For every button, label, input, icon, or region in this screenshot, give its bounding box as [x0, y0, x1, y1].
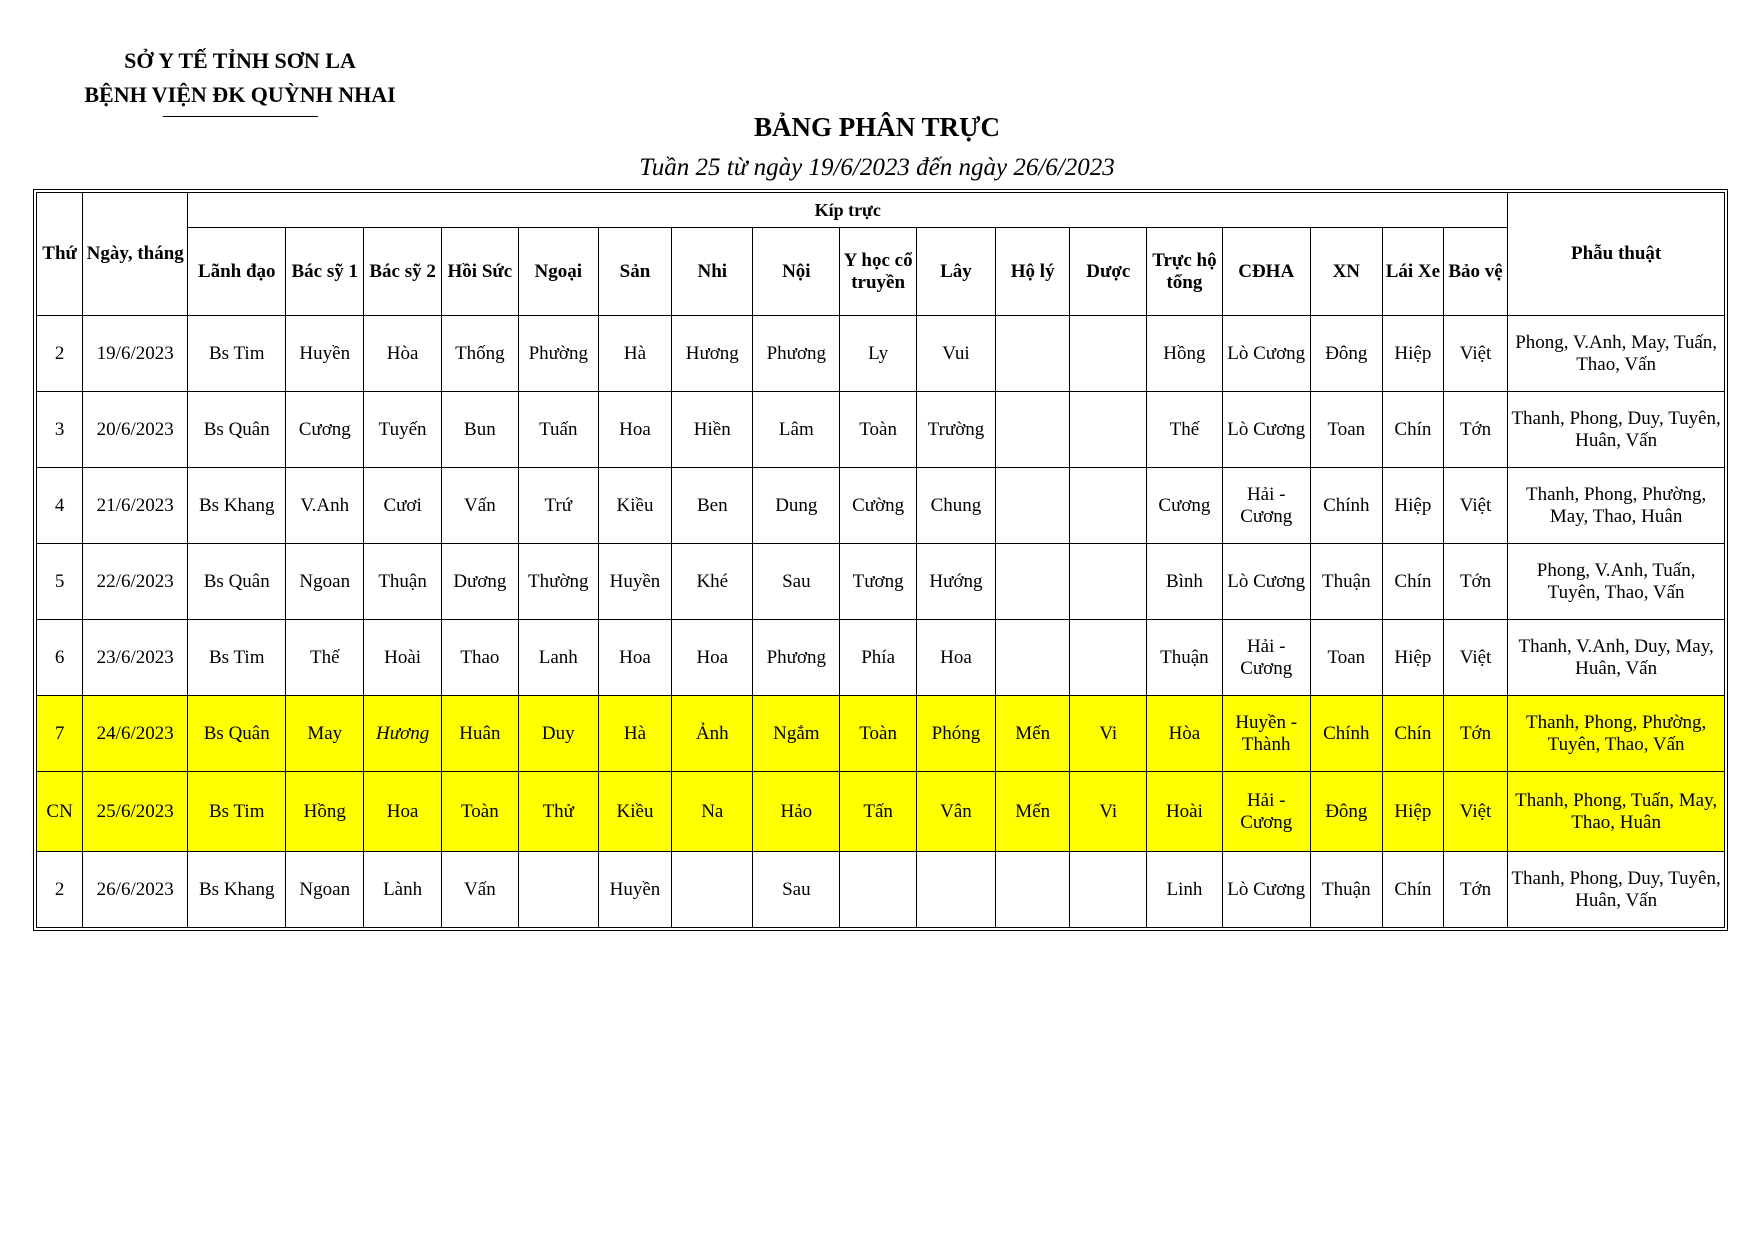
cell-duty: Huyền [598, 852, 671, 928]
cell-duty: Hương [672, 316, 753, 392]
cell-phau-thuat: Thanh, V.Anh, Duy, May, Huân, Vấn [1508, 620, 1725, 696]
cell-duty: Tấn [840, 772, 917, 852]
cell-duty: Bs Quân [188, 544, 286, 620]
cell-duty: Bs Quân [188, 696, 286, 772]
cell-duty: Chung [916, 468, 995, 544]
cell-duty: Hương [364, 696, 442, 772]
cell-duty: Lò Cương [1222, 392, 1310, 468]
cell-duty: Sau [753, 852, 840, 928]
cell-duty: Tương [840, 544, 917, 620]
table-row [37, 392, 1725, 468]
cell-duty: Vi [1070, 696, 1147, 772]
header-col: Lái Xe [1382, 228, 1443, 316]
cell-duty [1070, 620, 1147, 696]
cell-duty: Hòa [1147, 696, 1223, 772]
cell-duty: Thuận [1310, 852, 1382, 928]
cell-duty: Hiền [672, 392, 753, 468]
table-row [37, 772, 1725, 852]
cell-duty: Hảo [753, 772, 840, 852]
header-col: Bảo vệ [1443, 228, 1507, 316]
cell-ngay: 23/6/2023 [83, 620, 188, 696]
header-col: Y học cổ truyền [840, 228, 917, 316]
cell-phau-thuat: Thanh, Phong, Duy, Tuyên, Huân, Vấn [1508, 392, 1725, 468]
cell-duty: Đông [1310, 772, 1382, 852]
header-col: Sản [598, 228, 671, 316]
cell-duty: Phương [753, 316, 840, 392]
cell-duty: Thuận [1310, 544, 1382, 620]
cell-duty [995, 468, 1069, 544]
cell-ngay: 19/6/2023 [83, 316, 188, 392]
cell-phau-thuat: Phong, V.Anh, Tuấn, Tuyên, Thao, Vấn [1508, 544, 1725, 620]
cell-duty: Chín [1382, 696, 1443, 772]
cell-duty: Cường [840, 468, 917, 544]
header-ngay: Ngày, tháng [83, 193, 188, 316]
cell-duty: Hòa [364, 316, 442, 392]
table-row [37, 852, 1725, 928]
table-row [37, 696, 1725, 772]
cell-duty: Ben [672, 468, 753, 544]
cell-ngay: 24/6/2023 [83, 696, 188, 772]
cell-duty: Dương [442, 544, 519, 620]
cell-duty: Toàn [840, 392, 917, 468]
cell-duty: Kiều [598, 468, 671, 544]
cell-duty: Vân [916, 772, 995, 852]
cell-duty: Ngoan [286, 852, 364, 928]
cell-duty: Hoa [672, 620, 753, 696]
header-col: Hộ lý [995, 228, 1069, 316]
cell-duty: Lò Cương [1222, 544, 1310, 620]
cell-duty: Trường [916, 392, 995, 468]
cell-duty: Chín [1382, 852, 1443, 928]
cell-duty: Lành [364, 852, 442, 928]
cell-duty: Hải - Cương [1222, 772, 1310, 852]
cell-duty: Thao [442, 620, 519, 696]
cell-ngay: 26/6/2023 [83, 852, 188, 928]
cell-duty: Tớn [1443, 852, 1507, 928]
cell-duty: Hải - Cương [1222, 468, 1310, 544]
cell-duty: Huyền [286, 316, 364, 392]
cell-duty: Ngắm [753, 696, 840, 772]
cell-duty: Ly [840, 316, 917, 392]
cell-duty: Hiệp [1382, 620, 1443, 696]
header-col: Nội [753, 228, 840, 316]
header-col: Nhi [672, 228, 753, 316]
cell-duty: Bình [1147, 544, 1223, 620]
cell-duty: Toàn [840, 696, 917, 772]
cell-duty: Bs Tim [188, 620, 286, 696]
cell-duty: Hướng [916, 544, 995, 620]
cell-duty: Chính [1310, 696, 1382, 772]
cell-duty: Thuận [1147, 620, 1223, 696]
cell-duty: Cương [1147, 468, 1223, 544]
cell-duty: Hoa [364, 772, 442, 852]
cell-duty: Mến [995, 696, 1069, 772]
cell-duty: Việt [1443, 316, 1507, 392]
cell-duty: Chín [1382, 392, 1443, 468]
header-col: Bác sỹ 2 [364, 228, 442, 316]
header-col: Trực hộ tổng [1147, 228, 1223, 316]
cell-duty: Huyền [598, 544, 671, 620]
cell-ngay: 21/6/2023 [83, 468, 188, 544]
cell-duty: Trứ [518, 468, 598, 544]
cell-duty: Ảnh [672, 696, 753, 772]
cell-duty: Hồng [286, 772, 364, 852]
table-row [37, 468, 1725, 544]
cell-duty: Phóng [916, 696, 995, 772]
cell-duty: Phía [840, 620, 917, 696]
header-thu: Thứ [37, 193, 83, 316]
cell-duty: Na [672, 772, 753, 852]
cell-duty: Ngoan [286, 544, 364, 620]
cell-duty [1070, 468, 1147, 544]
cell-duty: Phương [753, 620, 840, 696]
table-row [37, 316, 1725, 392]
cell-duty: Lâm [753, 392, 840, 468]
cell-duty: Thuận [364, 544, 442, 620]
cell-duty: Hà [598, 316, 671, 392]
cell-duty: Hoa [598, 392, 671, 468]
cell-duty: Bs Quân [188, 392, 286, 468]
cell-duty: Việt [1443, 468, 1507, 544]
cell-duty: Huân [442, 696, 519, 772]
cell-duty: Hoa [916, 620, 995, 696]
cell-duty: Sau [753, 544, 840, 620]
cell-duty: Hiệp [1382, 316, 1443, 392]
page-subtitle: Tuần 25 từ ngày 19/6/2023 đến ngày 26/6/2023 [639, 154, 1115, 181]
cell-phau-thuat: Thanh, Phong, Phường, Tuyên, Thao, Vấn [1508, 696, 1725, 772]
cell-duty: Vấn [442, 852, 519, 928]
header-col: Lây [916, 228, 995, 316]
cell-duty: Chính [1310, 468, 1382, 544]
cell-duty: Huyền - Thành [1222, 696, 1310, 772]
cell-ngay: 25/6/2023 [83, 772, 188, 852]
cell-duty [518, 852, 598, 928]
cell-duty [1070, 392, 1147, 468]
cell-duty: Tớn [1443, 696, 1507, 772]
cell-duty: Thế [1147, 392, 1223, 468]
cell-duty: V.Anh [286, 468, 364, 544]
cell-duty: Tớn [1443, 392, 1507, 468]
cell-duty: Dung [753, 468, 840, 544]
cell-duty [995, 620, 1069, 696]
cell-phau-thuat: Thanh, Phong, Duy, Tuyên, Huân, Vấn [1508, 852, 1725, 928]
table-row [37, 620, 1725, 696]
page-title: BẢNG PHÂN TRỰC [753, 112, 1000, 142]
cell-duty [995, 392, 1069, 468]
cell-duty: Vi [1070, 772, 1147, 852]
cell-ngay: 20/6/2023 [83, 392, 188, 468]
cell-duty: Thống [442, 316, 519, 392]
cell-phau-thuat: Thanh, Phong, Tuấn, May, Thao, Huân [1508, 772, 1725, 852]
cell-duty [916, 852, 995, 928]
cell-duty [995, 544, 1069, 620]
cell-duty: Phường [518, 316, 598, 392]
cell-duty: Việt [1443, 772, 1507, 852]
cell-duty: Cương [286, 392, 364, 468]
cell-duty [995, 316, 1069, 392]
cell-duty: Toan [1310, 620, 1382, 696]
cell-duty: Toan [1310, 392, 1382, 468]
org-line-1: SỞ Y TẾ TỈNH SƠN LA [124, 48, 356, 73]
cell-duty: Hoa [598, 620, 671, 696]
cell-duty: Mến [995, 772, 1069, 852]
organization-header [40, 44, 440, 117]
cell-phau-thuat: Thanh, Phong, Phường, May, Thao, Huân [1508, 468, 1725, 544]
cell-duty: Hải - Cương [1222, 620, 1310, 696]
cell-thu: 2 [37, 852, 83, 928]
cell-duty: May [286, 696, 364, 772]
cell-duty: Hiệp [1382, 772, 1443, 852]
cell-duty [995, 852, 1069, 928]
cell-duty: Thế [286, 620, 364, 696]
cell-duty: Bs Khang [188, 468, 286, 544]
header-col: Dược [1070, 228, 1147, 316]
cell-duty: Chín [1382, 544, 1443, 620]
cell-duty: Bs Tim [188, 772, 286, 852]
header-col: Hồi Sức [442, 228, 519, 316]
cell-duty: Toàn [442, 772, 519, 852]
header-phau-thuat: Phẫu thuật [1508, 193, 1725, 316]
table-row [37, 544, 1725, 620]
cell-duty: Lò Cương [1222, 852, 1310, 928]
cell-duty [1070, 316, 1147, 392]
cell-duty: Tuyến [364, 392, 442, 468]
cell-duty: Khé [672, 544, 753, 620]
cell-duty: Hoài [1147, 772, 1223, 852]
cell-duty: Thường [518, 544, 598, 620]
cell-duty: Tớn [1443, 544, 1507, 620]
cell-thu: CN [37, 772, 83, 852]
cell-duty: Hiệp [1382, 468, 1443, 544]
cell-duty: Bun [442, 392, 519, 468]
duty-table-frame [33, 189, 1728, 931]
cell-thu: 4 [37, 468, 83, 544]
header-kip-truc: Kíp trực [188, 193, 1508, 228]
cell-duty: Kiều [598, 772, 671, 852]
cell-duty [1070, 852, 1147, 928]
org-line-2: BỆNH VIỆN ĐK QUỲNH NHAI [84, 82, 396, 107]
cell-duty: Lò Cương [1222, 316, 1310, 392]
cell-duty: Lanh [518, 620, 598, 696]
duty-table [36, 192, 1725, 928]
header-col: Bác sỹ 1 [286, 228, 364, 316]
cell-thu: 7 [37, 696, 83, 772]
cell-duty: Bs Tim [188, 316, 286, 392]
cell-duty: Đông [1310, 316, 1382, 392]
header-col: XN [1310, 228, 1382, 316]
cell-duty [672, 852, 753, 928]
cell-ngay: 22/6/2023 [83, 544, 188, 620]
cell-duty: Việt [1443, 620, 1507, 696]
cell-duty: Thử [518, 772, 598, 852]
header-col: Ngoại [518, 228, 598, 316]
cell-duty [1070, 544, 1147, 620]
cell-duty: Hà [598, 696, 671, 772]
cell-duty: Hồng [1147, 316, 1223, 392]
cell-duty: Tuấn [518, 392, 598, 468]
cell-duty: Linh [1147, 852, 1223, 928]
cell-duty: Duy [518, 696, 598, 772]
cell-duty: Hoài [364, 620, 442, 696]
cell-duty [840, 852, 917, 928]
cell-duty: Bs Khang [188, 852, 286, 928]
cell-thu: 3 [37, 392, 83, 468]
cell-thu: 2 [37, 316, 83, 392]
cell-duty: Vấn [442, 468, 519, 544]
cell-thu: 5 [37, 544, 83, 620]
header-col: CĐHA [1222, 228, 1310, 316]
cell-duty: Cươi [364, 468, 442, 544]
cell-phau-thuat: Phong, V.Anh, May, Tuấn, Thao, Vấn [1508, 316, 1725, 392]
cell-duty: Vui [916, 316, 995, 392]
header-col: Lãnh đạo [188, 228, 286, 316]
cell-thu: 6 [37, 620, 83, 696]
